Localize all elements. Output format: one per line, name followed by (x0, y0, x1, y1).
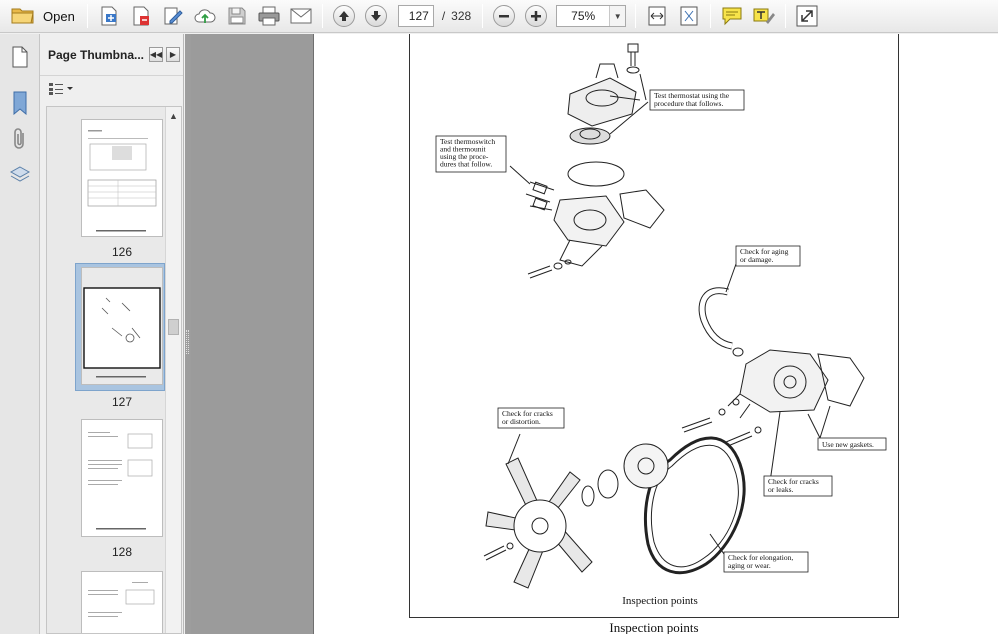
toolbar-separator (710, 4, 711, 28)
edit-pdf-button[interactable] (128, 3, 154, 29)
comment-button[interactable] (719, 3, 745, 29)
page-separator: / (441, 9, 446, 23)
fit-page-icon (679, 5, 699, 27)
comment-icon (721, 6, 743, 26)
layers-tab[interactable] (5, 160, 35, 190)
toolbar-separator (785, 4, 786, 28)
splitter-grip-icon[interactable] (186, 330, 189, 354)
main-toolbar (0, 0, 998, 33)
create-pdf-icon (98, 5, 120, 27)
zoom-value: 75% (571, 9, 596, 23)
callout-fan: Check for cracks or distortion. (502, 409, 553, 426)
save-icon (227, 6, 247, 26)
highlight-icon (753, 6, 775, 26)
email-button[interactable] (288, 3, 314, 29)
collapse-panel-button[interactable] (149, 47, 163, 62)
figure-caption: Inspection points (622, 595, 698, 607)
thumbnail-label: 126 (111, 245, 133, 259)
callout-thermoswitch: Test thermoswitch and thermounit using the proce-dures that follow. (440, 137, 496, 169)
paperclip-icon (11, 127, 29, 151)
thumbnail-scrollbar[interactable] (165, 107, 181, 634)
sign-icon (162, 5, 184, 27)
cloud-upload-button[interactable] (192, 3, 218, 29)
total-pages: 328 (451, 9, 472, 23)
sign-button[interactable] (160, 3, 186, 29)
callout-thermostat: Test thermostat using the procedure that follows. (654, 91, 730, 108)
navigation-rail (0, 34, 40, 634)
zoom-out-icon (498, 10, 510, 22)
email-icon (290, 7, 312, 25)
fit-page-button[interactable] (676, 3, 702, 29)
thumbnail-page-129[interactable] (81, 571, 163, 634)
thumbnail-page-126[interactable] (81, 119, 163, 237)
highlight-button[interactable] (751, 3, 777, 29)
zoom-select[interactable] (556, 5, 626, 27)
panel-title: Page Thumbna... (48, 47, 145, 62)
inspection-diagram (410, 34, 900, 618)
next-page-icon (370, 10, 382, 22)
double-chevron-left-icon: ◀◀ (149, 50, 163, 59)
fit-width-button[interactable] (644, 3, 670, 29)
previous-page-icon (338, 10, 350, 22)
zoom-out-button[interactable] (491, 3, 517, 29)
thumbnail-label: 128 (111, 545, 133, 559)
document-view[interactable] (191, 34, 998, 634)
previous-page-button[interactable] (331, 3, 357, 29)
figure-frame (409, 34, 899, 618)
cloud-upload-icon (193, 5, 217, 27)
zoom-in-icon (530, 10, 542, 22)
open-folder-icon (11, 5, 35, 28)
layers-icon (9, 164, 31, 186)
callout-gaskets: Use new gaskets. (822, 440, 874, 449)
callout-belt: Check for elongation, aging or wear. (728, 553, 794, 570)
thumbnail-page-128[interactable] (81, 419, 163, 537)
toolbar-separator (322, 4, 323, 28)
page-caption: Inspection points (609, 620, 699, 634)
thumbnail-list (46, 106, 182, 634)
print-icon (258, 6, 280, 26)
next-page-button[interactable] (363, 3, 389, 29)
expand-panel-button[interactable] (166, 47, 180, 62)
panel-header (40, 34, 183, 76)
fit-width-icon (647, 5, 667, 27)
thumbnail-label: 127 (111, 395, 133, 409)
pdf-page (313, 34, 998, 634)
scrollbar-thumb[interactable] (168, 319, 179, 335)
page-thumbnails-tab[interactable] (5, 42, 35, 72)
thumbnail-page-127[interactable] (81, 267, 163, 385)
page-number-input[interactable]: 127 (398, 5, 434, 27)
callout-pump: Check for cracks or leaks. (768, 477, 819, 494)
fullscreen-icon (796, 5, 818, 27)
create-pdf-button[interactable] (96, 3, 122, 29)
chevron-down-icon[interactable]: ▼ (609, 6, 625, 26)
open-label: Open (43, 8, 75, 24)
save-button[interactable] (224, 3, 250, 29)
zoom-in-button[interactable] (523, 3, 549, 29)
bookmarks-tab[interactable] (5, 88, 35, 118)
page-thumbnails-icon (11, 46, 29, 68)
toolbar-separator (482, 4, 483, 28)
options-menu-button[interactable] (48, 82, 74, 99)
open-button[interactable] (4, 3, 82, 30)
print-button[interactable] (256, 3, 282, 29)
callout-hose: Check for aging or damage. (740, 247, 789, 264)
toolbar-separator (87, 4, 88, 28)
options-list-icon (48, 82, 74, 96)
page-thumbnails-panel (40, 34, 184, 634)
bookmark-icon (12, 91, 28, 115)
panel-options-bar (40, 76, 183, 104)
toolbar-separator (635, 4, 636, 28)
attachments-tab[interactable] (5, 124, 35, 154)
chevron-right-icon: ▶ (169, 50, 177, 59)
fullscreen-button[interactable] (794, 3, 820, 29)
edit-pdf-icon (130, 5, 152, 27)
scroll-up-icon[interactable]: ▲ (169, 111, 178, 121)
